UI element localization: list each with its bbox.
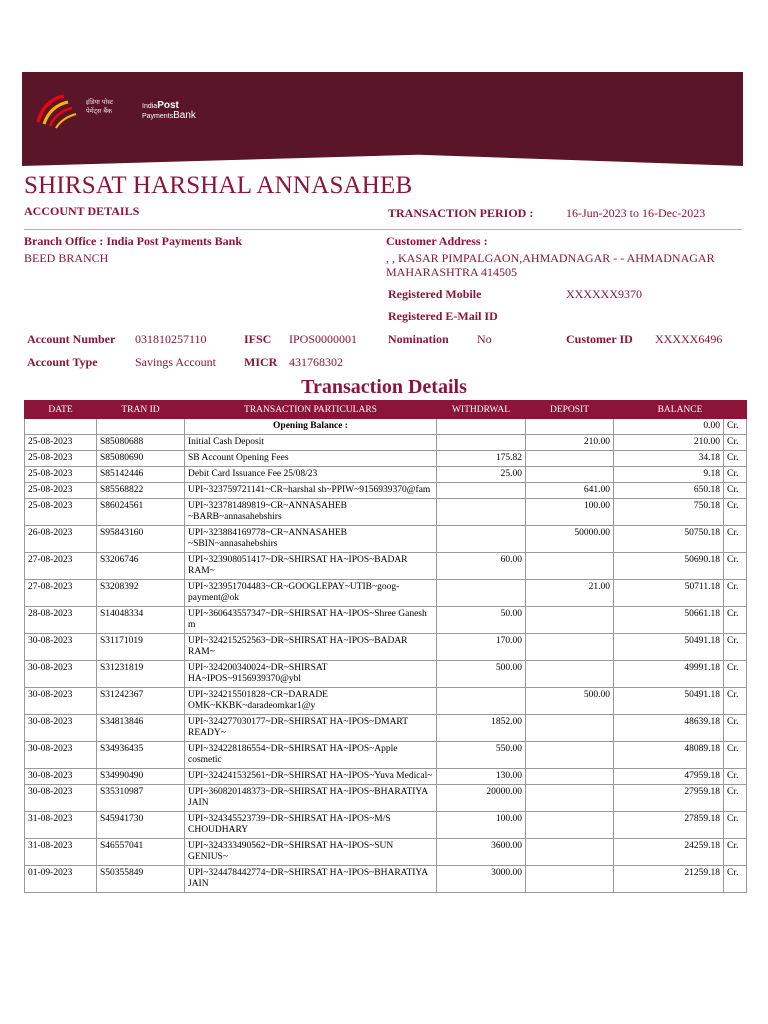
table-row — [25, 435, 747, 451]
cell-deposit — [526, 812, 614, 839]
cell-tran-id: S85080690 — [97, 451, 185, 467]
opening-balance-label: Opening Balance : — [185, 419, 437, 435]
cell-date: 30-08-2023 — [25, 715, 97, 742]
cell-crdr: Cr. — [724, 866, 747, 893]
cell-deposit — [526, 467, 614, 483]
cell-crdr: Cr. — [724, 435, 747, 451]
table-row — [25, 715, 747, 742]
cell-particulars: UPI~324215252563~DR~SHIRSAT HA~IPOS~BADAR RAM~ — [185, 634, 437, 661]
cell-withdrawal: 175.82 — [437, 451, 526, 467]
table-row — [25, 553, 747, 580]
cell-date: 30-08-2023 — [25, 661, 97, 688]
cell-tran-id: S45941730 — [97, 812, 185, 839]
cell-tran-id: S85142446 — [97, 467, 185, 483]
cell-date: 30-08-2023 — [25, 634, 97, 661]
cell-particulars: Initial Cash Deposit — [185, 435, 437, 451]
cell-deposit — [526, 607, 614, 634]
cell-deposit — [526, 769, 614, 785]
cell-balance: 48639.18 — [614, 715, 724, 742]
cell-particulars: SB Account Opening Fees — [185, 451, 437, 467]
ifsc-value: IPOS0000001 — [289, 332, 358, 346]
cell-deposit: 50000.00 — [526, 526, 614, 553]
cell-tran-id: S46557041 — [97, 839, 185, 866]
cell-tran-id: S35310987 — [97, 785, 185, 812]
cell-date: 30-08-2023 — [25, 785, 97, 812]
cell-withdrawal: 3600.00 — [437, 839, 526, 866]
cell-withdrawal: 1852.00 — [437, 715, 526, 742]
cell-crdr: Cr. — [724, 634, 747, 661]
address-line1: , , KASAR PIMPALGAON,AHMADNAGAR - - AHMADNAGAR — [386, 251, 715, 265]
cell-withdrawal: 500.00 — [437, 661, 526, 688]
branch-office-label: Branch Office : India Post Payments Bank — [24, 234, 243, 248]
cell-particulars: UPI~323951704483~CR~GOOGLEPAY~UTIB~goog-payment@ok — [185, 580, 437, 607]
registered-email-label: Registered E-Mail ID — [388, 309, 498, 323]
cell-balance: 27859.18 — [614, 812, 724, 839]
empty-cell — [437, 419, 526, 435]
cell-date: 31-08-2023 — [25, 812, 97, 839]
india-post-emblem-icon — [34, 92, 86, 132]
cell-tran-id: S85568822 — [97, 483, 185, 499]
divider — [24, 229, 742, 230]
cell-date: 30-08-2023 — [25, 742, 97, 769]
cell-crdr: Cr. — [724, 785, 747, 812]
brand-line1-big: Post — [157, 100, 179, 111]
cell-withdrawal: 50.00 — [437, 607, 526, 634]
cell-withdrawal: 25.00 — [437, 467, 526, 483]
cell-deposit: 500.00 — [526, 688, 614, 715]
header-deposit: DEPOSIT — [526, 401, 614, 419]
brand-line1-small: India — [142, 103, 158, 110]
cell-tran-id: S3208392 — [97, 580, 185, 607]
cell-crdr: Cr. — [724, 607, 747, 634]
cell-balance: 50750.18 — [614, 526, 724, 553]
cell-balance: 9.18 — [614, 467, 724, 483]
cell-deposit — [526, 839, 614, 866]
opening-balance-crdr: Cr. — [724, 419, 747, 435]
transaction-table — [24, 400, 747, 893]
brand-line2-big: Bank — [173, 110, 196, 121]
cell-particulars: UPI~324228186554~DR~SHIRSAT HA~IPOS~Apple cosmetic — [185, 742, 437, 769]
cell-balance: 34.18 — [614, 451, 724, 467]
opening-balance-row — [25, 419, 747, 435]
cell-tran-id: S3206746 — [97, 553, 185, 580]
cell-particulars: UPI~324215501828~CR~DARADE OMK~KKBK~daradeomkar1@y — [185, 688, 437, 715]
cell-particulars: UPI~324241532561~DR~SHIRSAT HA~IPOS~Yuva Medical~ — [185, 769, 437, 785]
cell-date: 01-09-2023 — [25, 866, 97, 893]
cell-balance: 21259.18 — [614, 866, 724, 893]
table-row — [25, 769, 747, 785]
nomination-value: No — [477, 332, 492, 346]
cell-balance: 650.18 — [614, 483, 724, 499]
brand-line2-small: Payments — [142, 113, 174, 120]
cell-particulars: UPI~324478442774~DR~SHIRSAT HA~IPOS~BHARATIYA JAIN — [185, 866, 437, 893]
cell-deposit: 21.00 — [526, 580, 614, 607]
micr-value: 431768302 — [289, 355, 343, 369]
empty-cell — [526, 419, 614, 435]
cell-particulars: UPI~324277030177~DR~SHIRSAT HA~IPOS~DMART READY~ — [185, 715, 437, 742]
ifsc-label: IFSC — [244, 332, 272, 346]
cell-tran-id: S85080688 — [97, 435, 185, 451]
cell-tran-id: S31171019 — [97, 634, 185, 661]
registered-mobile-label: Registered Mobile — [388, 287, 482, 301]
cell-withdrawal — [437, 483, 526, 499]
cell-particulars: UPI~324200340024~DR~SHIRSAT HA~IPOS~9156939370@ybl — [185, 661, 437, 688]
header-withdrawal: WITHDRWAL — [437, 401, 526, 419]
cell-deposit — [526, 553, 614, 580]
cell-particulars: UPI~323908051417~DR~SHIRSAT HA~IPOS~BADAR RAM~ — [185, 553, 437, 580]
table-row — [25, 607, 747, 634]
cell-crdr: Cr. — [724, 467, 747, 483]
cell-date: 28-08-2023 — [25, 607, 97, 634]
india-post-payments-bank-logo — [34, 92, 204, 132]
cell-date: 25-08-2023 — [25, 435, 97, 451]
cell-crdr: Cr. — [724, 688, 747, 715]
table-row — [25, 483, 747, 499]
cell-withdrawal: 3000.00 — [437, 866, 526, 893]
cell-deposit — [526, 661, 614, 688]
cell-crdr: Cr. — [724, 812, 747, 839]
cell-tran-id: S31231819 — [97, 661, 185, 688]
brand-hindi-line2: पेमेंट्स बैंक — [86, 107, 113, 115]
cell-balance: 50690.18 — [614, 553, 724, 580]
brand-hindi-line1: इंडिया पोस्ट — [86, 98, 114, 106]
cell-tran-id: S31242367 — [97, 688, 185, 715]
cell-withdrawal: 550.00 — [437, 742, 526, 769]
transaction-period-value: 16-Jun-2023 to 16-Dec-2023 — [566, 206, 706, 220]
table-row — [25, 451, 747, 467]
cell-deposit — [526, 866, 614, 893]
cell-crdr: Cr. — [724, 526, 747, 553]
header-particulars: TRANSACTION PARTICULARS — [185, 401, 437, 419]
registered-mobile-value: XXXXXX9370 — [566, 287, 642, 301]
cell-crdr: Cr. — [724, 715, 747, 742]
cell-tran-id: S34813846 — [97, 715, 185, 742]
account-type-value: Savings Account — [135, 355, 216, 369]
customer-address-label: Customer Address : — [386, 234, 488, 248]
cell-deposit — [526, 715, 614, 742]
cell-balance: 50711.18 — [614, 580, 724, 607]
cell-particulars: UPI~324345523739~DR~SHIRSAT HA~IPOS~M/S CHOUDHARY — [185, 812, 437, 839]
header-date: DATE — [25, 401, 97, 419]
cell-crdr: Cr. — [724, 451, 747, 467]
cell-balance: 49991.18 — [614, 661, 724, 688]
cell-withdrawal — [437, 435, 526, 451]
cell-tran-id: S86024561 — [97, 499, 185, 526]
customer-id-label: Customer ID — [566, 332, 633, 346]
cell-deposit: 210.00 — [526, 435, 614, 451]
cell-withdrawal: 130.00 — [437, 769, 526, 785]
cell-date: 31-08-2023 — [25, 839, 97, 866]
table-row — [25, 839, 747, 866]
table-row — [25, 634, 747, 661]
cell-date: 26-08-2023 — [25, 526, 97, 553]
table-row — [25, 866, 747, 893]
cell-balance: 24259.18 — [614, 839, 724, 866]
micr-label: MICR — [244, 355, 278, 369]
cell-deposit — [526, 451, 614, 467]
cell-date: 30-08-2023 — [25, 769, 97, 785]
table-row — [25, 499, 747, 526]
cell-particulars: UPI~323781489819~CR~ANNASAHEB ~BARB~annasahebshirs — [185, 499, 437, 526]
cell-tran-id: S34936435 — [97, 742, 185, 769]
brand-hindi-text — [86, 98, 113, 116]
address-line2: MAHARASHTRA 414505 — [386, 265, 518, 279]
cell-particulars: UPI~323759721141~CR~harshal sh~PPIW~9156939370@fam — [185, 483, 437, 499]
cell-balance: 50661.18 — [614, 607, 724, 634]
cell-crdr: Cr. — [724, 839, 747, 866]
nomination-label: Nomination — [388, 332, 449, 346]
account-type-label: Account Type — [27, 355, 98, 369]
opening-balance-value: 0.00 — [614, 419, 724, 435]
cell-withdrawal — [437, 499, 526, 526]
customer-id-value: XXXXX6496 — [655, 332, 723, 346]
cell-date: 27-08-2023 — [25, 580, 97, 607]
customer-name: SHIRSAT HARSHAL ANNASAHEB — [24, 172, 413, 199]
empty-cell — [25, 419, 97, 435]
cell-date: 25-08-2023 — [25, 483, 97, 499]
cell-deposit — [526, 785, 614, 812]
cell-date: 27-08-2023 — [25, 553, 97, 580]
cell-balance: 50491.18 — [614, 634, 724, 661]
table-row — [25, 526, 747, 553]
table-row — [25, 580, 747, 607]
cell-date: 25-08-2023 — [25, 499, 97, 526]
cell-withdrawal: 170.00 — [437, 634, 526, 661]
header-tran-id: TRAN ID — [97, 401, 185, 419]
brand-english-line2 — [142, 110, 196, 121]
cell-crdr: Cr. — [724, 483, 747, 499]
table-row — [25, 467, 747, 483]
cell-balance: 210.00 — [614, 435, 724, 451]
cell-tran-id: S50355849 — [97, 866, 185, 893]
branch-name: BEED BRANCH — [24, 251, 109, 265]
cell-withdrawal — [437, 526, 526, 553]
cell-crdr: Cr. — [724, 769, 747, 785]
cell-balance: 750.18 — [614, 499, 724, 526]
header-balance: BALANCE — [614, 401, 747, 419]
account-number-value: 031810257110 — [135, 332, 207, 346]
cell-particulars: Debit Card Issuance Fee 25/08/23 — [185, 467, 437, 483]
cell-date: 25-08-2023 — [25, 467, 97, 483]
cell-tran-id: S14048334 — [97, 607, 185, 634]
cell-crdr: Cr. — [724, 661, 747, 688]
cell-withdrawal: 60.00 — [437, 553, 526, 580]
cell-crdr: Cr. — [724, 742, 747, 769]
cell-particulars: UPI~360820148373~DR~SHIRSAT HA~IPOS~BHARATIYA JAIN — [185, 785, 437, 812]
cell-withdrawal — [437, 580, 526, 607]
cell-tran-id: S34990490 — [97, 769, 185, 785]
cell-particulars: UPI~323884169778~CR~ANNASAHEB ~SBIN~annasahebshirs — [185, 526, 437, 553]
cell-date: 30-08-2023 — [25, 688, 97, 715]
cell-deposit: 100.00 — [526, 499, 614, 526]
cell-balance: 27959.18 — [614, 785, 724, 812]
account-number-label: Account Number — [27, 332, 116, 346]
cell-deposit: 641.00 — [526, 483, 614, 499]
account-details-heading: ACCOUNT DETAILS — [24, 204, 140, 218]
table-row — [25, 661, 747, 688]
cell-balance: 47959.18 — [614, 769, 724, 785]
cell-deposit — [526, 742, 614, 769]
cell-date: 25-08-2023 — [25, 451, 97, 467]
table-row — [25, 688, 747, 715]
table-row — [25, 742, 747, 769]
cell-balance: 50491.18 — [614, 688, 724, 715]
cell-crdr: Cr. — [724, 580, 747, 607]
empty-cell — [97, 419, 185, 435]
cell-particulars: UPI~360643557347~DR~SHIRSAT HA~IPOS~Shree Ganesh m — [185, 607, 437, 634]
cell-particulars: UPI~324333490562~DR~SHIRSAT HA~IPOS~SUN GENIUS~ — [185, 839, 437, 866]
transaction-period-label: TRANSACTION PERIOD : — [388, 206, 534, 220]
table-row — [25, 785, 747, 812]
cell-deposit — [526, 634, 614, 661]
cell-withdrawal — [437, 688, 526, 715]
table-header-row — [25, 401, 747, 419]
cell-withdrawal: 20000.00 — [437, 785, 526, 812]
cell-tran-id: S95843160 — [97, 526, 185, 553]
cell-crdr: Cr. — [724, 553, 747, 580]
table-row — [25, 812, 747, 839]
cell-balance: 48089.18 — [614, 742, 724, 769]
transaction-details-title: Transaction Details — [301, 376, 467, 398]
cell-crdr: Cr. — [724, 499, 747, 526]
cell-withdrawal: 100.00 — [437, 812, 526, 839]
